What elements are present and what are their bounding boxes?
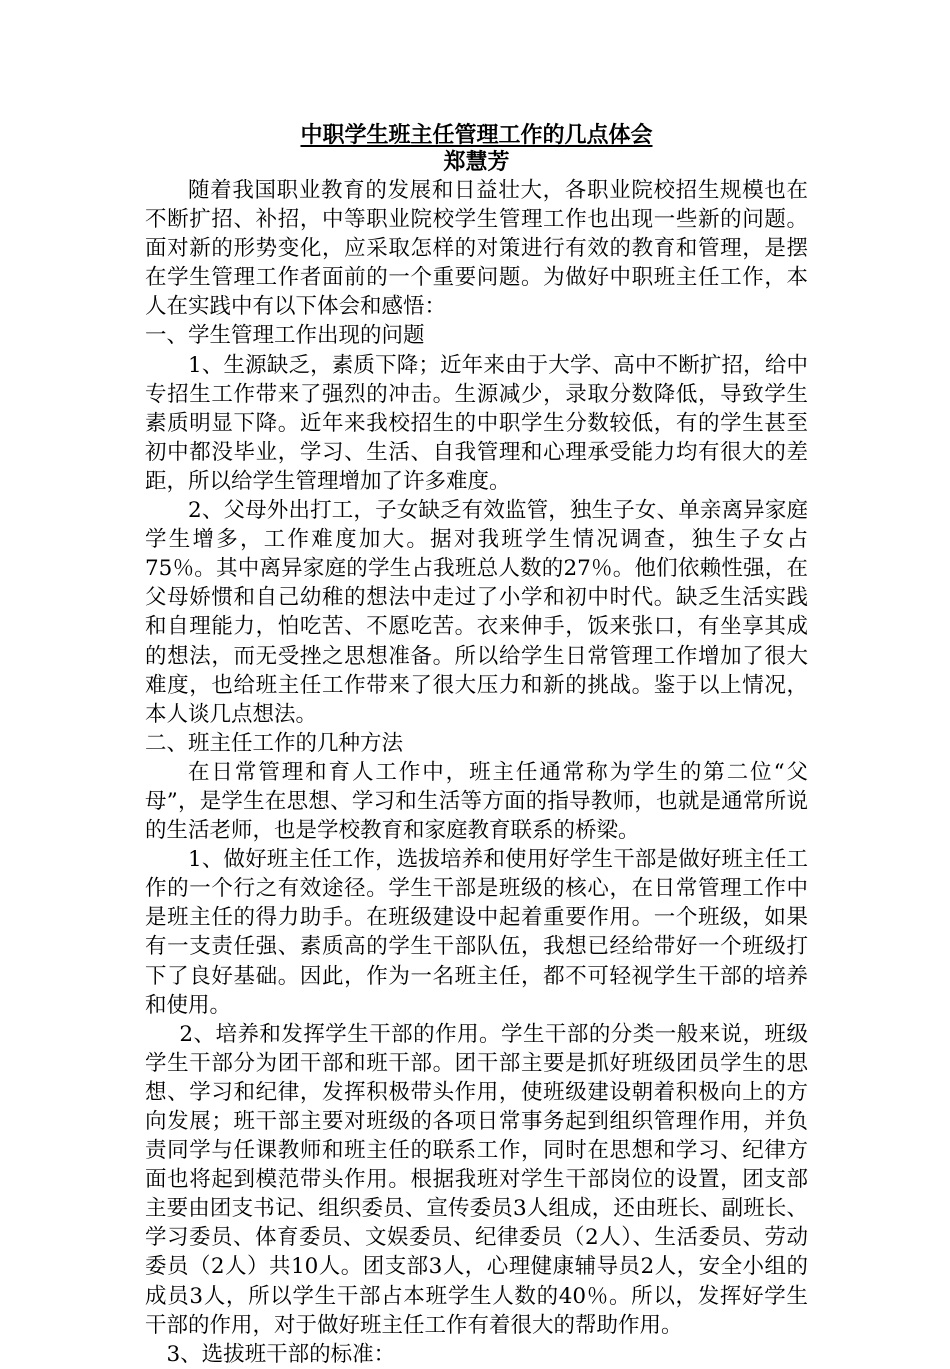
paragraph-2-intro: 在日常管理和育人工作中，班主任通常称为学生的第二位“父母”，是学生在思想、学习和生活等方面的指导教师，也就是通常所说的生活老师，也是学校教育和家庭教育联系的桥梁。: [145, 759, 808, 844]
section-heading-1: 一、学生管理工作出现的问题: [145, 323, 425, 349]
document-page: [145, 122, 808, 1369]
document-title: 中职学生班主任管理工作的几点体会: [300, 123, 653, 148]
document-author: 郑慧芳: [443, 150, 510, 175]
paragraph-2-3: 3、选拔班干部的标准：: [166, 1341, 396, 1367]
paragraph-2-1: 1、做好班主任工作，选拔培养和使用好学生干部是做好班主任工作的一个行之有效途径。学生干部是班级的核心，在日常管理工作中是班主任的得力助手。在班级建设中起着重要作用。一个班级，如果有一支责任强、素质高的学生干部队伍，我想已经给带好一个班级打下了良好基础。因此，作为一名班主任，都不可轻视学生干部的培养和使用。: [145, 847, 808, 1018]
paragraph-2-2: 2、培养和发挥学生干部的作用。学生干部的分类一般来说，班级学生干部分为团干部和班干部。团干部主要是抓好班级团员学生的思想、学习和纪律，发挥积极带头作用，使班级建设朝着积极向上的方向发展；班干部主要对班级的各项日常事务起到组织管理作用，并负责同学与任课教师和班主任的联系工作，同时在思想和学习、纪律方面也将起到模范带头作用。根据我班对学生干部岗位的设置，团支部主要由团支书记、组织委员、宣传委员3人组成，还由班长、副班长、学习委员、体育委员、文娱委员、纪律委员（2人）、生活委员、劳动委员（2人）共10人。团支部3人，心理健康辅导员2人，安全小组的成员3人，所以学生干部占本班学生人数的40％。所以，发挥好学生干部的作用，对于做好班主任工作有着很大的帮助作用。: [145, 1021, 808, 1338]
paragraph-intro: 随着我国职业教育的发展和日益壮大，各职业院校招生规模也在不断扩招、补招，中等职业院校学生管理工作也出现一些新的问题。面对新的形势变化，应采取怎样的对策进行有效的教育和管理，是摆在学生管理工作者面前的一个重要问题。为做好中职班主任工作，本人在实践中有以下体会和感悟：: [145, 178, 808, 320]
paragraph-1-2: 2、父母外出打工，子女缺乏有效监管，独生子女、单亲离异家庭学生增多，工作难度加大。据对我班学生情况调查，独生子女占75％。其中离异家庭的学生占我班总人数的27％。他们依赖性强，在父母娇惯和自己幼稚的想法中走过了小学和初中时代。缺乏生活实践和自理能力，怕吃苦、不愿吃苦。衣来伸手，饭来张口，有坐享其成的想法，而无受挫之思想准备。所以给学生日常管理工作增加了很大难度，也给班主任工作带来了很大压力和新的挑战。鉴于以上情况，本人谈几点想法。: [145, 498, 808, 727]
paragraph-1-1: 1、生源缺乏，素质下降；近年来由于大学、高中不断扩招，给中专招生工作带来了强烈的冲击。生源减少，录取分数降低，导致学生素质明显下降。近年来我校招生的中职学生分数较低，有的学生甚至初中都没毕业，学习、生活、自我管理和心理承受能力均有很大的差距，所以给学生管理增加了许多难度。: [145, 352, 808, 494]
section-heading-2: 二、班主任工作的几种方法: [145, 730, 404, 756]
